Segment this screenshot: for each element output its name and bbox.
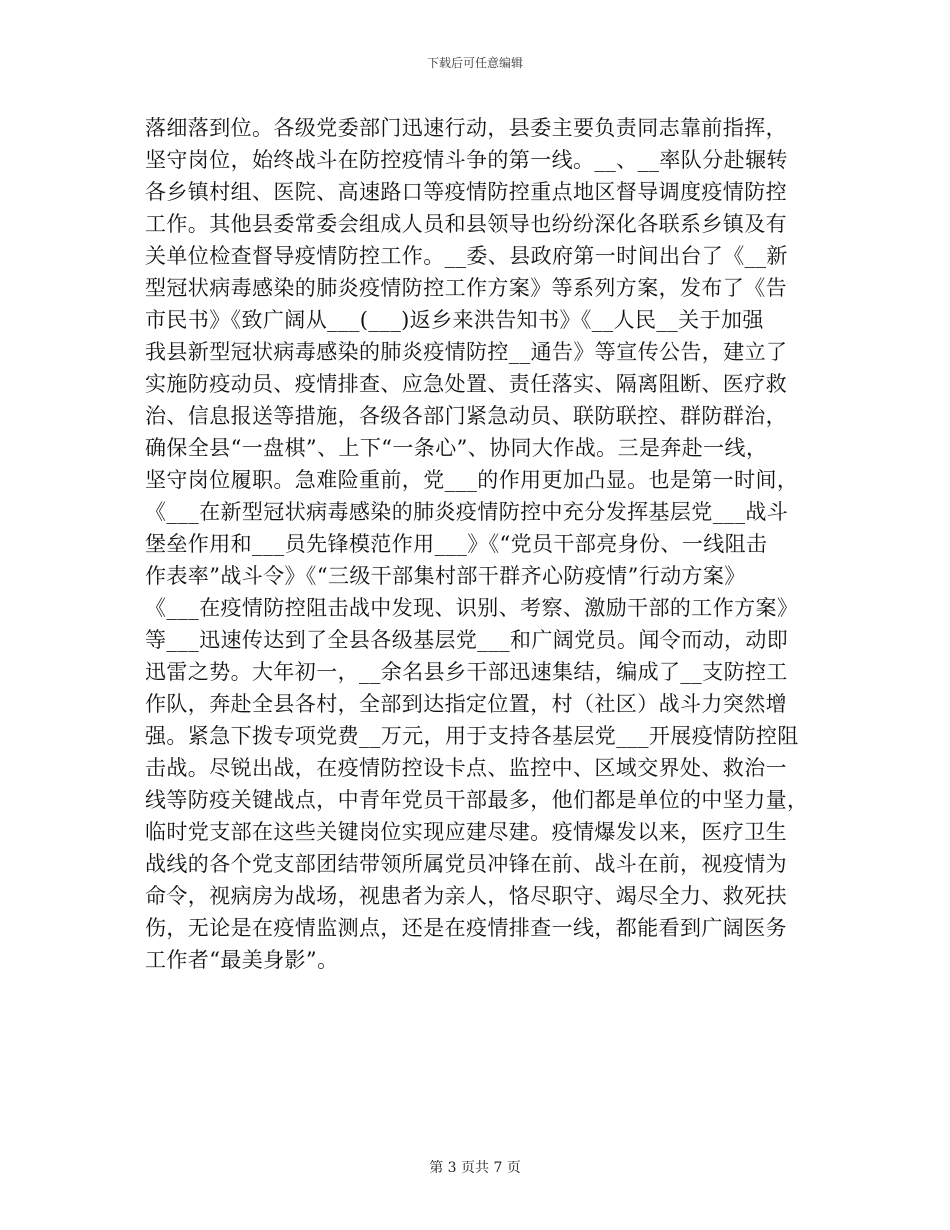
body-line: 作表率”战斗令》《“三级干部集村部干群齐心防疫情”行动方案》 [145, 564, 746, 588]
body-line: 伤，无论是在疫情监测点，还是在疫情排查一线，都能看到广阔医务 [145, 916, 787, 940]
body-line: 临时党支部在这些关键岗位实现应建尽建。疫情爆发以来，医疗卫生 [145, 820, 787, 844]
body-line: 击战。尽锐出战，在疫情防控设卡点、监控中、区域交界处、救治一 [145, 756, 787, 780]
body-line: 各乡镇村组、医院、高速路口等疫情防控重点地区督导调度疫情防控 [145, 180, 787, 204]
body-line: 市民书》《致广阔从___(___)返乡来洪告知书》《__人民__关于加强 [145, 308, 764, 332]
body-line: 确保全县“一盘棋”、上下“一条心”、协同大作战。三是奔赴一线， [145, 436, 768, 460]
body-line: 命令，视病房为战场，视患者为亲人，恪尽职守、竭尽全力、救死扶 [145, 884, 787, 908]
body-line: 实施防疫动员、疫情排查、应急处置、责任落实、隔离阻断、医疗救 [145, 372, 787, 396]
body-line: 工作。其他县委常委会组成人员和县领导也纷纷深化各联系乡镇及有 [145, 212, 787, 236]
body-line: 作队，奔赴全县各村，全部到达指定位置，村（社区）战斗力突然增 [145, 692, 787, 716]
page-number: 第 3 页共 7 页 [429, 1160, 521, 1176]
body-line: 型冠状病毒感染的肺炎疫情防控工作方案》等系列方案，发布了《告 [145, 276, 787, 300]
body-line: 线等防疫关键战点，中青年党员干部最多，他们都是单位的中坚力量， [145, 788, 809, 812]
body-line: 堡垒作用和___员先锋模范作用___》《“党员干部亮身份、一线阻击 [145, 532, 768, 556]
body-line: 《___在疫情防控阻击战中发现、识别、考察、激励干部的工作方案》 [145, 596, 799, 620]
body-line: 我县新型冠状病毒感染的肺炎疫情防控__通告》等宣传公告，建立了 [145, 340, 788, 364]
body-line: 战线的各个党支部团结带领所属党员冲锋在前、战斗在前，视疫情为 [145, 852, 787, 876]
body-line: 强。紧急下拨专项党费__万元，用于支持各基层党___开展疫情防控阻 [145, 724, 799, 748]
body-line: 《___在新型冠状病毒感染的肺炎疫情防控中充分发挥基层党___战斗 [145, 500, 789, 524]
body-line: 坚守岗位履职。急难险重前，党___的作用更加凸显。也是第一时间， [145, 468, 799, 492]
body-line: 坚守岗位，始终战斗在防控疫情斗争的第一线。__、__率队分赴辗转 [145, 148, 788, 172]
body-line: 落细落到位。各级党委部门迅速行动，县委主要负责同志靠前指挥， [145, 116, 787, 140]
body-line: 等___迅速传达到了全县各级基层党___和广阔党员。闻令而动，动即 [145, 628, 789, 652]
body-line: 关单位检查督导疫情防控工作。__委、县政府第一时间出台了《__新 [145, 244, 788, 268]
page-header: 下载后可任意编辑 [426, 56, 523, 70]
body-line: 迅雷之势。大年初一，__余名县乡干部迅速集结，编成了__支防控工 [145, 660, 788, 684]
body-line: 治、信息报送等措施，各级各部门紧急动员、联防联控、群防群治， [145, 404, 787, 428]
document-body [145, 112, 825, 976]
body-line: 工作者“最美身影”。 [145, 948, 339, 972]
